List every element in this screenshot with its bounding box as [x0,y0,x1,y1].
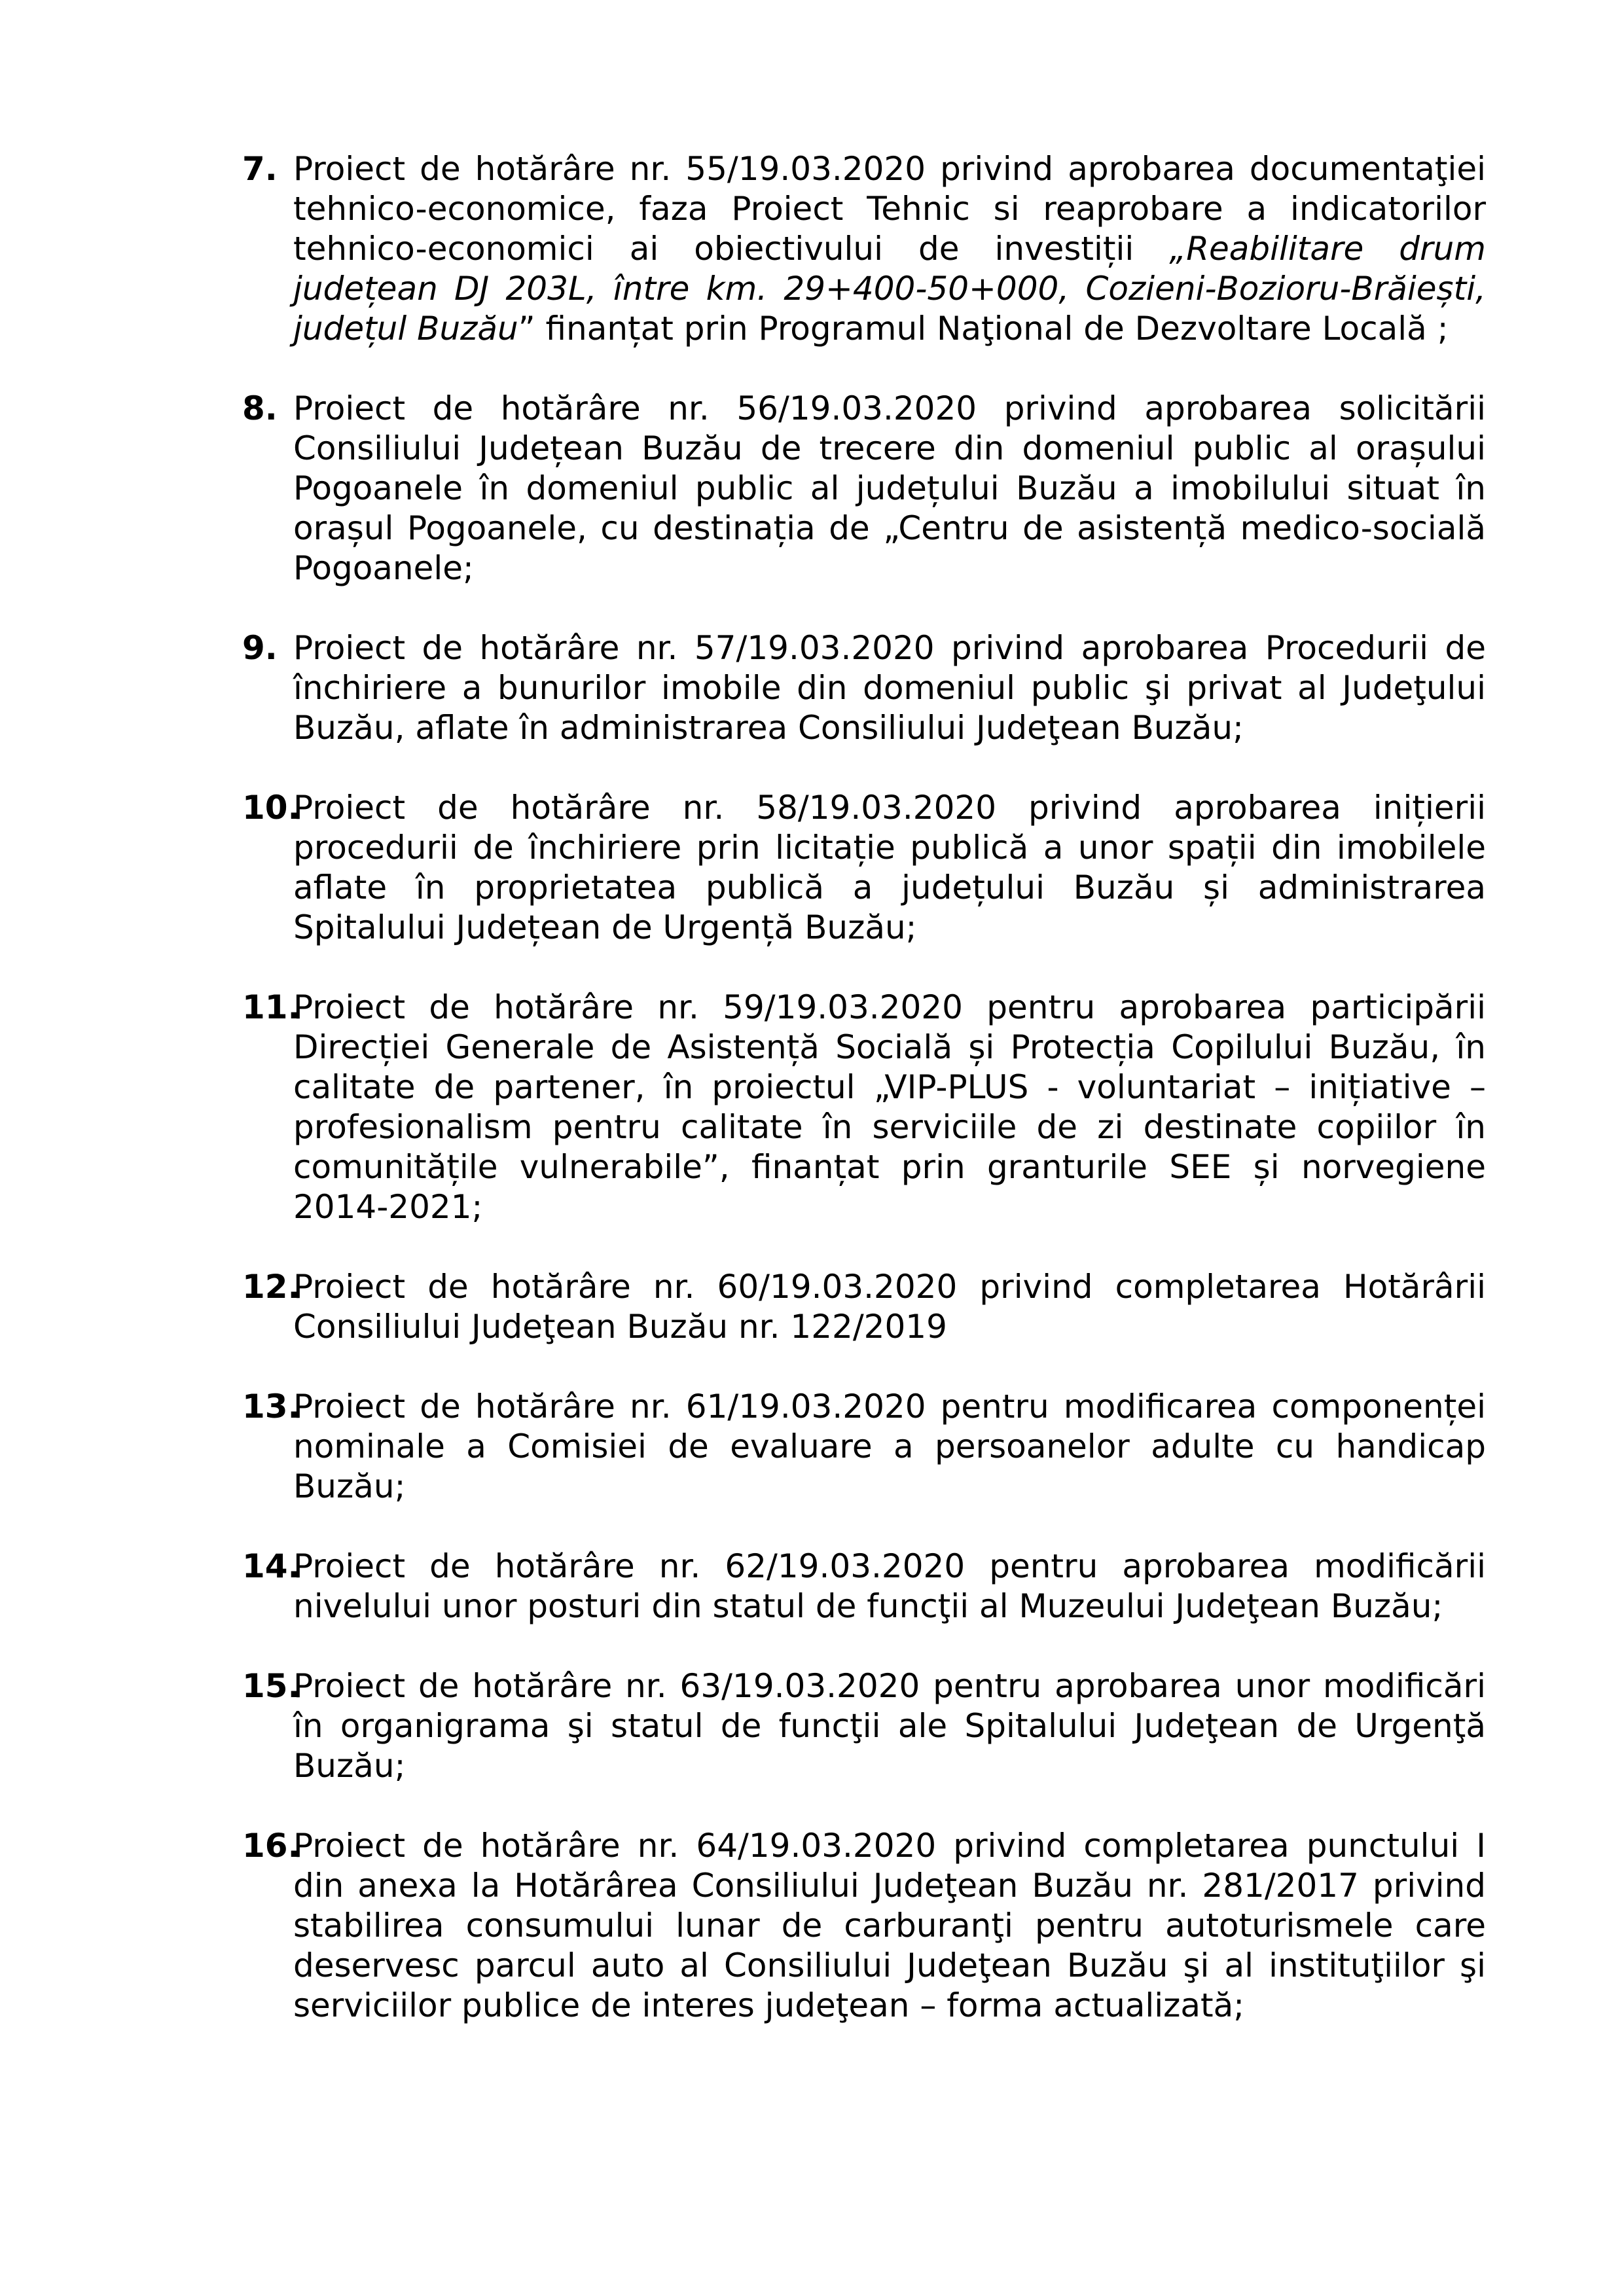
item-text: Proiect de hotărâre nr. 63/19.03.2020 pentru aprobarea unor modificări în organigrama şi statul de funcţii ale Spitalului Judeţean de Urgenţă Buzău; [293,1667,1486,1785]
item-text: Proiect de hotărâre nr. 61/19.03.2020 pentru modificarea componenței nominale a Comisiei de evaluare a persoanelor adulte cu handicap Buzău; [293,1388,1486,1505]
item-number: 8. [242,389,278,427]
agenda-item-7 [242,149,1486,349]
item-number: 11. [242,988,300,1026]
agenda-item-16 [242,1826,1486,2026]
item-text-italic: „Reabilitare drum județean DJ 203L, între km. 29+400-50+000, Cozieni-Bozioru-Brăiești, județul Buzău [293,230,1486,348]
item-text: Proiect de hotărâre nr. 57/19.03.2020 privind aprobarea Procedurii de închiriere a bunurilor imobile din domeniul public şi privat al Judeţului Buzău, aflate în administrarea Consiliului Judeţean Buzău; [293,629,1486,747]
item-number: 16. [242,1827,300,1865]
agenda-item-12 [242,1267,1486,1347]
item-number: 12. [242,1268,300,1306]
item-text: Proiect de hotărâre nr. 60/19.03.2020 privind completarea Hotărârii Consiliului Judeţean Buzău nr. 122/2019 [293,1268,1486,1346]
item-text-start: Proiect de hotărâre nr. 55/19.03.2020 privind aprobarea documentaţiei tehnico-economice, faza Proiect Tehnic si reaprobare a indicatorilor tehnico-economici ai obiectivului de investiții [293,150,1486,268]
item-text-end: ” finanțat prin Programul Naţional de Dezvoltare Locală ; [518,310,1449,348]
item-text: Proiect de hotărâre nr. 56/19.03.2020 privind aprobarea solicitării Consiliului Județean Buzău de trecere din domeniul public al orașului Pogoanele în domeniul public al județului Buzău a imobilului situat în orașul Pogoanele, cu destinația de „Centru de asistență medico-socială Pogoanele; [293,389,1486,587]
item-text: Proiect de hotărâre nr. 64/19.03.2020 privind completarea punctului I din anexa la Hotărârea Consiliului Judeţean Buzău nr. 281/2017 privind stabilirea consumului lunar de carburanţi pentru autoturismele care deservesc parcul auto al Consiliului Judeţean Buzău şi al instituţiilor şi serviciilor publice de interes judeţean – forma actualizată; [293,1827,1486,2024]
agenda-item-9 [242,628,1486,748]
agenda-item-8 [242,389,1486,588]
item-number: 7. [242,150,278,188]
agenda-item-11 [242,988,1486,1227]
item-number: 14. [242,1547,300,1585]
agenda-item-15 [242,1666,1486,1786]
item-number: 15. [242,1667,300,1705]
item-text: Proiect de hotărâre nr. 62/19.03.2020 pentru aprobarea modificării nivelului unor posturi din statul de funcţii al Muzeului Judeţean Buzău; [293,1547,1486,1625]
agenda-item-14 [242,1547,1486,1626]
item-number: 10. [242,789,300,827]
item-text: Proiect de hotărâre nr. 59/19.03.2020 pentru aprobarea participării Direcției Generale de Asistență Socială și Protecția Copilului Buzău, în calitate de partener, în proiectul „VIP-PLUS - voluntariat – inițiative – profesionalism pentru calitate în serviciile de zi destinate copiilor în comunitățile vulnerabile”, finanțat prin granturile SEE și norvegiene 2014-2021; [293,988,1486,1226]
item-number: 13. [242,1388,300,1426]
item-text: Proiect de hotărâre nr. 58/19.03.2020 privind aprobarea inițierii procedurii de închiriere prin licitație publică a unor spații din imobilele aflate în proprietatea publică a județului Buzău și administrarea Spitalului Județean de Urgență Buzău; [293,789,1486,946]
agenda-list [242,149,1486,2066]
item-number: 9. [242,629,278,667]
agenda-item-13 [242,1387,1486,1507]
agenda-item-10 [242,788,1486,948]
